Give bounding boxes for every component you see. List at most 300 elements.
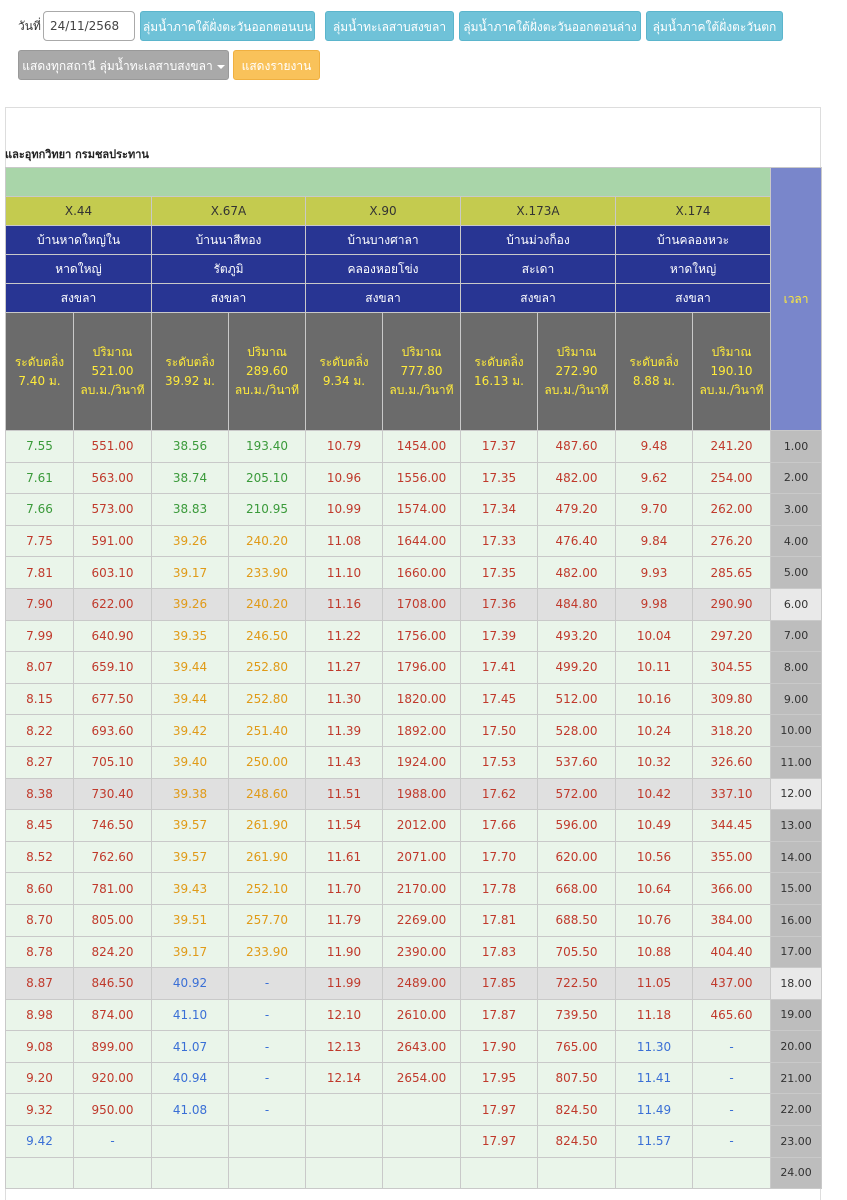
time-cell: 1.00 [771, 431, 822, 463]
level-cell: 11.70 [306, 873, 383, 905]
table-row [6, 683, 822, 715]
flow-capacity-header [383, 313, 461, 431]
table-row [6, 462, 822, 494]
level-cell: 10.76 [616, 904, 693, 936]
flow-cell: - [229, 1031, 306, 1063]
flow-cell: 233.90 [229, 557, 306, 589]
flow-cell: - [229, 1062, 306, 1094]
bank-level-value: 16.13 ม. [474, 373, 524, 388]
level-cell: 10.99 [306, 494, 383, 526]
station-dropdown[interactable] [18, 50, 229, 80]
flow-capacity-header [538, 313, 616, 431]
table-row [6, 588, 822, 620]
level-cell: 17.81 [461, 904, 538, 936]
level-cell: 11.51 [306, 778, 383, 810]
flow-cell: 705.50 [538, 936, 616, 968]
flow-label: ปริมาณ [401, 345, 442, 359]
level-cell: 8.07 [6, 652, 74, 684]
level-cell: 38.74 [152, 462, 229, 494]
flow-capacity-header [74, 313, 152, 431]
flow-unit: ลบ.ม./วินาที [234, 383, 300, 397]
level-cell: 39.26 [152, 525, 229, 557]
flow-unit: ลบ.ม./วินาที [544, 383, 609, 397]
flow-cell: 846.50 [74, 968, 152, 1000]
flow-cell: 487.60 [538, 431, 616, 463]
level-cell [306, 1157, 383, 1189]
level-cell: 11.27 [306, 652, 383, 684]
station-province: สงขลา [306, 284, 461, 313]
level-cell: 7.75 [6, 525, 74, 557]
level-cell: 10.79 [306, 431, 383, 463]
level-cell: 11.08 [306, 525, 383, 557]
level-cell: 11.30 [306, 683, 383, 715]
level-cell: 7.99 [6, 620, 74, 652]
station-code: X.44 [6, 197, 152, 226]
level-cell: 41.10 [152, 999, 229, 1031]
flow-cell [229, 1157, 306, 1189]
level-cell: 39.38 [152, 778, 229, 810]
station-code: X.67A [152, 197, 306, 226]
flow-cell: - [229, 999, 306, 1031]
flow-cell: 620.00 [538, 841, 616, 873]
basin-lower-east-button[interactable]: ลุ่มน้ำภาคใต้ฝั่งตะวันออกตอนล่าง [459, 11, 641, 41]
flow-cell: 551.00 [74, 431, 152, 463]
flow-cell: 899.00 [74, 1031, 152, 1063]
level-cell: 11.10 [306, 557, 383, 589]
level-cell: 17.35 [461, 462, 538, 494]
flow-cell [383, 1157, 461, 1189]
time-cell: 14.00 [771, 841, 822, 873]
level-cell: 9.70 [616, 494, 693, 526]
table-row [6, 1094, 822, 1126]
table-row [6, 1157, 822, 1189]
level-cell: 39.26 [152, 588, 229, 620]
time-cell: 15.00 [771, 873, 822, 905]
flow-cell: 252.10 [229, 873, 306, 905]
level-cell: 11.90 [306, 936, 383, 968]
flow-cell: 240.20 [229, 588, 306, 620]
flow-cell: 210.95 [229, 494, 306, 526]
time-cell: 18.00 [771, 968, 822, 1000]
station-name: บ้านบางศาลา [306, 226, 461, 255]
station-province: สงขลา [6, 284, 152, 313]
source-caption: และอุทกวิทยา กรมชลประทาน [5, 148, 149, 161]
level-cell: 17.87 [461, 999, 538, 1031]
time-cell: 6.00 [771, 588, 822, 620]
flow-cell: 297.20 [693, 620, 771, 652]
flow-cell: 668.00 [538, 873, 616, 905]
time-cell: 17.00 [771, 936, 822, 968]
level-cell: 9.42 [6, 1126, 74, 1158]
flow-cell: 874.00 [74, 999, 152, 1031]
level-cell: 17.78 [461, 873, 538, 905]
level-cell: 8.38 [6, 778, 74, 810]
level-cell: 39.42 [152, 715, 229, 747]
flow-cell: 2654.00 [383, 1062, 461, 1094]
flow-cell: 805.00 [74, 904, 152, 936]
level-cell: 39.17 [152, 936, 229, 968]
bank-level-header [461, 313, 538, 431]
flow-cell: 1892.00 [383, 715, 461, 747]
flow-label: ปริมาณ [556, 345, 597, 359]
level-cell: 10.16 [616, 683, 693, 715]
table-row [6, 1062, 822, 1094]
flow-cell: - [693, 1062, 771, 1094]
flow-cell: 257.70 [229, 904, 306, 936]
level-cell: 8.52 [6, 841, 74, 873]
time-cell: 2.00 [771, 462, 822, 494]
time-cell: 21.00 [771, 1062, 822, 1094]
station-name: บ้านคลองหวะ [616, 226, 771, 255]
level-cell: 10.32 [616, 746, 693, 778]
level-cell: 39.57 [152, 841, 229, 873]
station-dropdown-label: แสดงทุกสถานี ลุ่มน้ำทะเลสาบสงขลา [22, 59, 213, 73]
time-column-header: เวลา [771, 168, 822, 431]
level-cell: 9.32 [6, 1094, 74, 1126]
flow-capacity-value: 272.90 [555, 364, 598, 378]
level-cell: 11.05 [616, 968, 693, 1000]
bank-level-label: ระดับตลิ่ง [474, 354, 524, 369]
table-row [6, 431, 822, 463]
flow-cell: 1660.00 [383, 557, 461, 589]
level-cell: 8.15 [6, 683, 74, 715]
level-cell: 10.88 [616, 936, 693, 968]
flow-cell: - [74, 1126, 152, 1158]
station-province: สงขลา [461, 284, 616, 313]
flow-cell: 622.00 [74, 588, 152, 620]
basin-songkhla-lake-button[interactable]: ลุ่มน้ำทะเลสาบสงขลา [325, 11, 454, 41]
flow-cell: - [693, 1126, 771, 1158]
station-province: สงขลา [152, 284, 306, 313]
level-cell [152, 1126, 229, 1158]
level-cell: 17.35 [461, 557, 538, 589]
level-cell: 17.97 [461, 1126, 538, 1158]
flow-cell: 603.10 [74, 557, 152, 589]
bank-level-label: ระดับตลิ่ง [629, 354, 679, 369]
level-cell: 9.98 [616, 588, 693, 620]
flow-cell: 730.40 [74, 778, 152, 810]
flow-cell: 1756.00 [383, 620, 461, 652]
table-row [6, 746, 822, 778]
flow-cell: 476.40 [538, 525, 616, 557]
table-row [6, 494, 822, 526]
header-band-cell [6, 168, 771, 197]
level-cell: 9.62 [616, 462, 693, 494]
level-cell: 17.53 [461, 746, 538, 778]
flow-capacity-value: 777.80 [400, 364, 443, 378]
flow-cell: 254.00 [693, 462, 771, 494]
level-cell: 8.45 [6, 810, 74, 842]
flow-cell: 1708.00 [383, 588, 461, 620]
flow-unit: ลบ.ม./วินาที [389, 383, 454, 397]
time-cell: 3.00 [771, 494, 822, 526]
level-cell: 41.07 [152, 1031, 229, 1063]
time-cell: 7.00 [771, 620, 822, 652]
flow-cell: - [229, 1094, 306, 1126]
flow-cell: 1796.00 [383, 652, 461, 684]
flow-cell: 677.50 [74, 683, 152, 715]
flow-cell: 240.20 [229, 525, 306, 557]
flow-cell: 241.20 [693, 431, 771, 463]
level-cell: 39.40 [152, 746, 229, 778]
flow-cell: 479.20 [538, 494, 616, 526]
flow-cell [538, 1157, 616, 1189]
flow-cell: 2643.00 [383, 1031, 461, 1063]
flow-cell: 499.20 [538, 652, 616, 684]
flow-cell: 465.60 [693, 999, 771, 1031]
table-row [6, 715, 822, 747]
flow-cell: 318.20 [693, 715, 771, 747]
level-cell: 17.50 [461, 715, 538, 747]
flow-capacity-header [229, 313, 306, 431]
flow-cell: 563.00 [74, 462, 152, 494]
flow-capacity-value: 289.60 [246, 364, 288, 378]
bank-level-header [6, 313, 74, 431]
level-cell: 39.35 [152, 620, 229, 652]
time-cell: 23.00 [771, 1126, 822, 1158]
station-code: X.173A [461, 197, 616, 226]
time-cell: 5.00 [771, 557, 822, 589]
flow-label: ปริมาณ [711, 345, 752, 359]
time-cell: 12.00 [771, 778, 822, 810]
date-label: วันที่ [18, 19, 41, 33]
flow-cell: 2489.00 [383, 968, 461, 1000]
flow-cell: 437.00 [693, 968, 771, 1000]
level-cell: 10.64 [616, 873, 693, 905]
flow-cell: 344.45 [693, 810, 771, 842]
level-cell: 40.92 [152, 968, 229, 1000]
flow-cell: 1574.00 [383, 494, 461, 526]
table-row [6, 778, 822, 810]
flow-cell: 596.00 [538, 810, 616, 842]
level-cell: 11.54 [306, 810, 383, 842]
flow-cell: 482.00 [538, 462, 616, 494]
flow-cell: 573.00 [74, 494, 152, 526]
bank-level-value: 7.40 ม. [18, 373, 61, 388]
flow-cell: 193.40 [229, 431, 306, 463]
station-district: หาดใหญ่ [616, 255, 771, 284]
level-cell: 11.49 [616, 1094, 693, 1126]
level-cell: 10.42 [616, 778, 693, 810]
level-cell [6, 1157, 74, 1189]
level-cell: 39.44 [152, 683, 229, 715]
station-name: บ้านม่วงก็อง [461, 226, 616, 255]
flow-cell: 950.00 [74, 1094, 152, 1126]
flow-cell: 920.00 [74, 1062, 152, 1094]
bank-level-value: 39.92 ม. [165, 373, 215, 388]
flow-cell: 640.90 [74, 620, 152, 652]
table-row [6, 968, 822, 1000]
table-row [6, 904, 822, 936]
level-cell: 39.43 [152, 873, 229, 905]
flow-cell: 807.50 [538, 1062, 616, 1094]
level-cell: 40.94 [152, 1062, 229, 1094]
flow-capacity-value: 190.10 [710, 364, 753, 378]
flow-cell: 1556.00 [383, 462, 461, 494]
time-cell: 22.00 [771, 1094, 822, 1126]
flow-cell: 304.55 [693, 652, 771, 684]
level-cell: 11.16 [306, 588, 383, 620]
level-cell: 17.41 [461, 652, 538, 684]
flow-cell: 591.00 [74, 525, 152, 557]
flow-cell: 484.80 [538, 588, 616, 620]
level-cell: 7.66 [6, 494, 74, 526]
level-cell: 8.27 [6, 746, 74, 778]
flow-cell: 2610.00 [383, 999, 461, 1031]
level-cell: 39.44 [152, 652, 229, 684]
level-cell: 11.79 [306, 904, 383, 936]
level-cell: 17.36 [461, 588, 538, 620]
station-name: บ้านนาสีทอง [152, 226, 306, 255]
time-cell: 11.00 [771, 746, 822, 778]
level-cell: 7.55 [6, 431, 74, 463]
time-cell: 20.00 [771, 1031, 822, 1063]
flow-cell: 337.10 [693, 778, 771, 810]
flow-cell: 722.50 [538, 968, 616, 1000]
level-cell: 17.95 [461, 1062, 538, 1094]
level-cell: 11.41 [616, 1062, 693, 1094]
time-cell: 16.00 [771, 904, 822, 936]
flow-cell: 233.90 [229, 936, 306, 968]
table-row [6, 1031, 822, 1063]
water-level-table [5, 167, 822, 1189]
level-cell: 8.60 [6, 873, 74, 905]
level-cell: 11.30 [616, 1031, 693, 1063]
level-cell: 17.97 [461, 1094, 538, 1126]
flow-label: ปริมาณ [247, 345, 287, 359]
flow-cell: 781.00 [74, 873, 152, 905]
level-cell: 17.45 [461, 683, 538, 715]
flow-cell: - [693, 1094, 771, 1126]
flow-cell: 261.90 [229, 841, 306, 873]
station-name: บ้านหาดใหญ่ใน [6, 226, 152, 255]
flow-cell: 1988.00 [383, 778, 461, 810]
station-province-row [6, 284, 822, 313]
flow-capacity-value: 521.00 [91, 364, 134, 378]
flow-capacity-header [693, 313, 771, 431]
flow-cell: - [693, 1031, 771, 1063]
station-province: สงขลา [616, 284, 771, 313]
flow-label: ปริมาณ [92, 345, 133, 359]
table-row [6, 841, 822, 873]
basin-west-button[interactable]: ลุ่มน้ำภาคใต้ฝั่งตะวันตก [646, 11, 783, 41]
flow-cell [383, 1094, 461, 1126]
flow-cell: 739.50 [538, 999, 616, 1031]
level-cell: 39.57 [152, 810, 229, 842]
flow-cell: 309.80 [693, 683, 771, 715]
station-district-row [6, 255, 822, 284]
flow-cell: 2390.00 [383, 936, 461, 968]
level-cell: 39.17 [152, 557, 229, 589]
flow-cell: 824.50 [538, 1126, 616, 1158]
flow-cell: 366.00 [693, 873, 771, 905]
level-cell: 10.11 [616, 652, 693, 684]
table-row [6, 810, 822, 842]
bank-level-header [306, 313, 383, 431]
flow-cell: 482.00 [538, 557, 616, 589]
flow-cell: 659.10 [74, 652, 152, 684]
level-cell [616, 1157, 693, 1189]
flow-cell: 404.40 [693, 936, 771, 968]
level-cell: 9.93 [616, 557, 693, 589]
level-cell [461, 1157, 538, 1189]
level-cell: 12.13 [306, 1031, 383, 1063]
flow-cell: 355.00 [693, 841, 771, 873]
level-cell: 9.08 [6, 1031, 74, 1063]
level-cell: 17.85 [461, 968, 538, 1000]
level-cell: 11.43 [306, 746, 383, 778]
bank-level-header [152, 313, 229, 431]
table-row [6, 936, 822, 968]
flow-cell: 246.50 [229, 620, 306, 652]
flow-cell: 746.50 [74, 810, 152, 842]
table-row [6, 525, 822, 557]
station-district: สะเดา [461, 255, 616, 284]
level-cell: 8.98 [6, 999, 74, 1031]
table-row [6, 1126, 822, 1158]
table-row [6, 873, 822, 905]
flow-cell [693, 1157, 771, 1189]
bank-level-label: ระดับตลิ่ง [165, 354, 215, 369]
level-cell: 17.90 [461, 1031, 538, 1063]
header-band-row [6, 168, 822, 197]
measure-header-row [6, 313, 822, 431]
flow-cell [74, 1157, 152, 1189]
bank-level-value: 9.34 ม. [322, 373, 366, 388]
level-cell: 11.22 [306, 620, 383, 652]
table-row [6, 557, 822, 589]
show-report-button[interactable]: แสดงรายงาน [233, 50, 320, 80]
time-cell: 4.00 [771, 525, 822, 557]
basin-upper-east-button[interactable]: ลุ่มน้ำภาคใต้ฝั่งตะวันออกตอนบน [140, 11, 315, 41]
date-input[interactable] [43, 11, 135, 41]
flow-cell [229, 1126, 306, 1158]
level-cell: 10.24 [616, 715, 693, 747]
level-cell: 10.04 [616, 620, 693, 652]
flow-cell: 512.00 [538, 683, 616, 715]
toolbar [0, 0, 847, 100]
level-cell: 11.39 [306, 715, 383, 747]
level-cell: 17.34 [461, 494, 538, 526]
flow-cell: 572.00 [538, 778, 616, 810]
time-cell: 24.00 [771, 1157, 822, 1189]
level-cell: 17.37 [461, 431, 538, 463]
flow-cell: 290.90 [693, 588, 771, 620]
table-row [6, 999, 822, 1031]
flow-cell: 693.60 [74, 715, 152, 747]
bank-level-label: ระดับตลิ่ง [14, 354, 65, 369]
level-cell: 17.62 [461, 778, 538, 810]
flow-cell: 537.60 [538, 746, 616, 778]
level-cell: 7.81 [6, 557, 74, 589]
flow-cell: 2269.00 [383, 904, 461, 936]
level-cell: 8.22 [6, 715, 74, 747]
bank-level-label: ระดับตลิ่ง [319, 354, 369, 369]
level-cell: 8.87 [6, 968, 74, 1000]
time-cell: 9.00 [771, 683, 822, 715]
flow-cell [383, 1126, 461, 1158]
flow-cell: 285.65 [693, 557, 771, 589]
level-cell [306, 1094, 383, 1126]
time-cell: 13.00 [771, 810, 822, 842]
flow-cell: 1820.00 [383, 683, 461, 715]
flow-cell: 765.00 [538, 1031, 616, 1063]
level-cell: 17.33 [461, 525, 538, 557]
level-cell: 10.49 [616, 810, 693, 842]
station-code: X.90 [306, 197, 461, 226]
table-row [6, 620, 822, 652]
level-cell: 12.10 [306, 999, 383, 1031]
